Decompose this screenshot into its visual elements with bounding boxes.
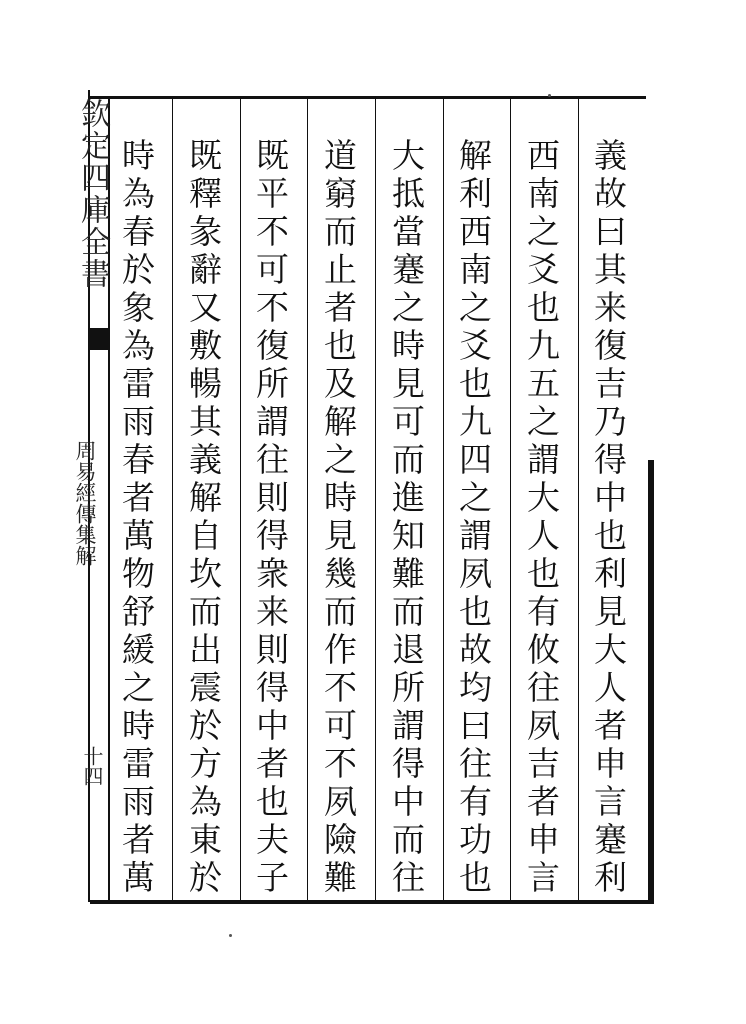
- column-divider: [578, 96, 579, 902]
- margin-series-title: 欽定四庫全書: [75, 98, 110, 290]
- page-number: 十四: [80, 746, 104, 786]
- text-column-5: 道窮而止者也及解之時見幾而作不可不夙險難: [319, 138, 358, 898]
- scan-speck: [548, 94, 551, 97]
- text-column-4: 大抵當蹇之時見可而進知難而退所謂得中而往: [387, 138, 426, 898]
- text-column-1: 義故曰其来復吉乃得中也利見大人者申言蹇利: [589, 138, 628, 898]
- column-divider: [240, 96, 241, 902]
- frame-top-rule: [90, 96, 646, 99]
- column-divider: [510, 96, 511, 902]
- book-title: 周易經傳集解: [73, 440, 97, 566]
- frame-bottom-rule: [90, 900, 650, 904]
- scan-speck: [229, 934, 232, 937]
- text-column-2: 西南之爻也九五之謂大人也有攸往夙吉者申言: [522, 138, 561, 898]
- text-column-3: 解利西南之爻也九四之謂夙也故均曰往有功也: [454, 138, 493, 898]
- column-divider: [443, 96, 444, 902]
- frame-right-rule: [648, 460, 654, 904]
- column-divider: [307, 96, 308, 902]
- fish-tail-mark: [90, 328, 108, 350]
- column-divider: [172, 96, 173, 902]
- text-column-6: 既平不可不復所謂往則得衆来則得中者也夫子: [251, 138, 290, 898]
- column-divider: [375, 96, 376, 902]
- text-column-8: 時為春於象為雷雨春者萬物舒緩之時雷雨者萬: [117, 138, 156, 898]
- text-column-7: 既釋彖辭又敷暢其義解自坎而出震於方為東於: [184, 138, 223, 898]
